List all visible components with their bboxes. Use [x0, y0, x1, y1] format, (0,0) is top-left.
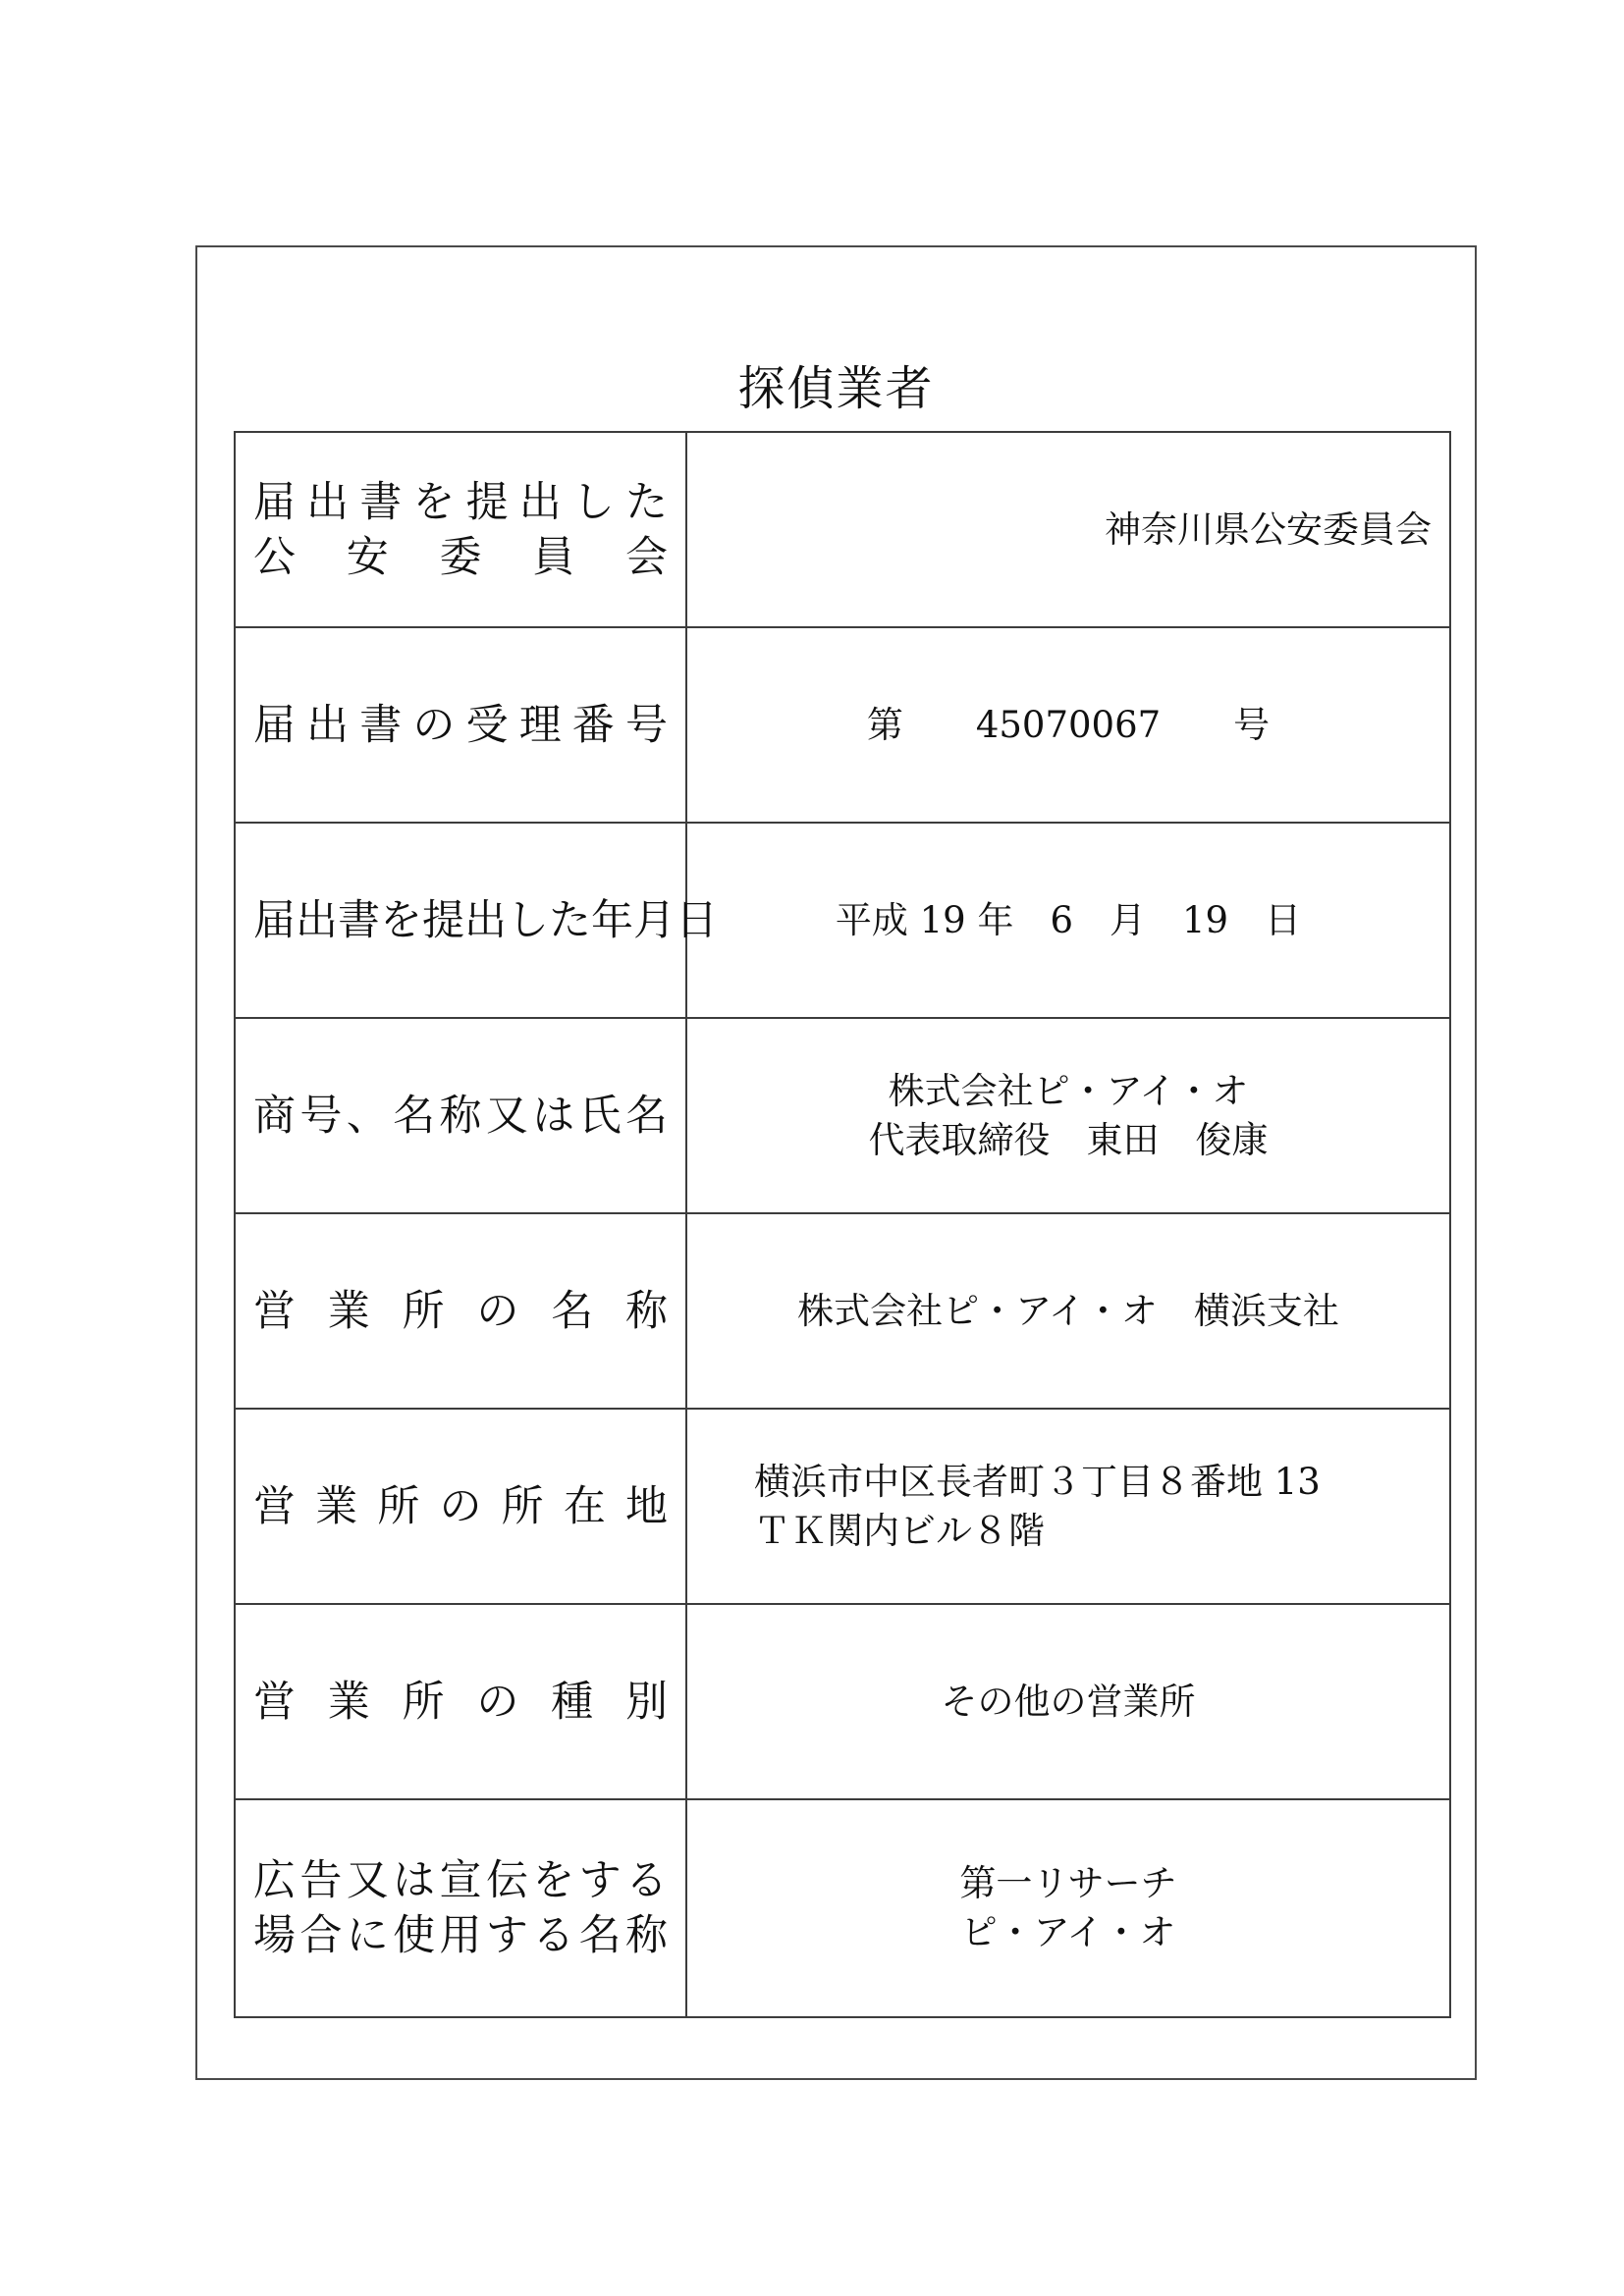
detective-business-info-table — [234, 431, 1451, 2018]
value-cell-advertising-name — [686, 1799, 1450, 2017]
value-cell-office-type — [686, 1604, 1450, 1799]
value-line: 第 45070067 号 — [866, 703, 1271, 746]
value-cell-trade-name — [686, 1018, 1450, 1213]
value-line: その他の営業所 — [941, 1680, 1196, 1723]
label-line: 商号、名称又は氏名 — [253, 1091, 668, 1141]
table-row — [235, 627, 1450, 823]
table-row — [235, 1799, 1450, 2017]
value-line: 神奈川県公安委員会 — [1105, 507, 1432, 551]
label-cell-receipt-number — [235, 627, 686, 823]
value-cell-office-name — [686, 1213, 1450, 1409]
table-row — [235, 823, 1450, 1018]
label-line: 営業所の種別 — [253, 1677, 668, 1727]
table-row — [235, 1018, 1450, 1213]
label-line: 営業所の名称 — [253, 1286, 668, 1336]
label-cell-office-type — [235, 1604, 686, 1799]
table-row — [235, 1213, 1450, 1409]
document-frame — [195, 245, 1477, 2080]
value-line: 株式会社ピ・アイ・オ — [888, 1069, 1249, 1112]
label-line: 届出書を提出した — [253, 477, 668, 527]
label-cell-office-address — [235, 1409, 686, 1604]
label-cell-office-name — [235, 1213, 686, 1409]
value-line: 第一リサーチ — [959, 1862, 1177, 1904]
value-line: 平成 19 年 6 月 19 日 — [835, 898, 1302, 941]
value-cell-office-address — [686, 1409, 1450, 1604]
value-cell-submission-date — [686, 823, 1450, 1018]
label-cell-submission-date — [235, 823, 718, 1018]
label-line: 営業所の所在地 — [253, 1481, 668, 1531]
label-line: 公安委員会 — [253, 532, 668, 582]
label-line: 場合に使用する名称 — [253, 1911, 668, 1960]
value-line: 代表取締役 東田 俊康 — [868, 1118, 1269, 1161]
label-line: 届出書の受理番号 — [253, 700, 668, 750]
label-cell-advertising-name — [235, 1799, 686, 2017]
value-line: 横浜市中区長者町３丁目８番地 13 — [754, 1460, 1321, 1503]
label-line: 広告又は宣伝をする — [253, 1856, 668, 1905]
value-line: ピ・アイ・オ — [960, 1911, 1176, 1953]
value-cell-commission — [686, 432, 1450, 627]
value-line: ＴＫ関内ビル８階 — [754, 1509, 1045, 1552]
label-line: 届出書を提出した年月日 — [253, 895, 718, 945]
table-row — [235, 432, 1450, 627]
label-cell-commission — [235, 432, 686, 627]
value-cell-receipt-number — [686, 627, 1450, 823]
label-cell-trade-name — [235, 1018, 686, 1213]
document-title: 探偵業者 — [737, 361, 935, 416]
value-line: 株式会社ピ・アイ・オ 横浜支社 — [797, 1289, 1339, 1332]
table-row — [235, 1604, 1450, 1799]
table-row — [235, 1409, 1450, 1604]
